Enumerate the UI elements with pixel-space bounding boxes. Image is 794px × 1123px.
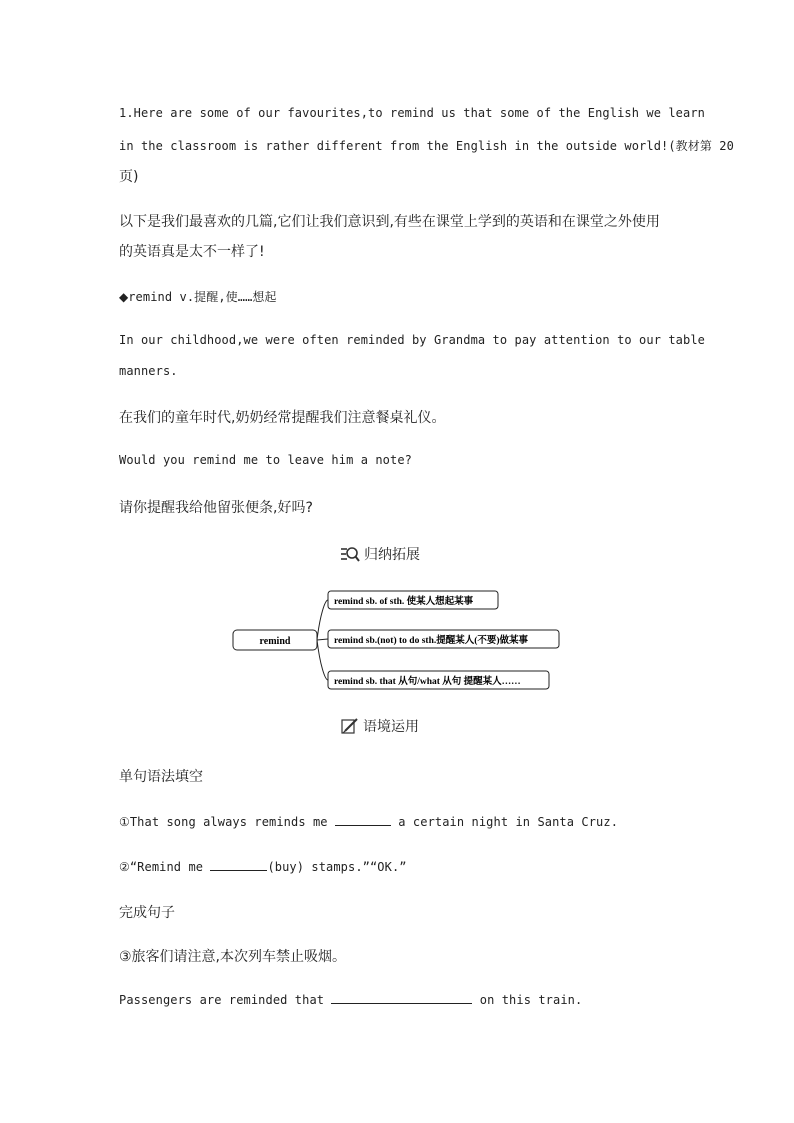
mind-map-branch-2 <box>328 630 559 648</box>
mind-map-root-label: remind <box>259 636 291 647</box>
context-title: 语境运用 <box>363 719 419 735</box>
textbook-sentence-line-3: 页) <box>119 169 139 185</box>
example-1-translation: 在我们的童年时代,奶奶经常提醒我们注意餐桌礼仪。 <box>119 410 446 426</box>
question-1 <box>119 813 618 829</box>
vocab-entry <box>119 286 277 305</box>
magnifier-list-icon <box>340 545 360 563</box>
mind-map-branch-1 <box>328 591 498 609</box>
pencil-icon <box>341 717 359 735</box>
example-1-line-2: manners. <box>119 364 178 378</box>
question-3 <box>119 991 582 1007</box>
translation-line-2: 的英语真是太不一样了! <box>119 244 265 260</box>
textbook-sentence-line-1: 1.Here are some of our favourites,to remind us that some of the English we learn <box>119 106 705 120</box>
question-3-suffix: on this train. <box>472 993 583 1007</box>
example-1-line-1: In our childhood,we were often reminded by Grandma to pay attention to our table <box>119 333 705 347</box>
mind-map-root-node <box>233 630 317 650</box>
complete-sentence-heading: 完成句子 <box>119 905 175 921</box>
summary-heading <box>340 544 420 564</box>
example-2-sentence: Would you remind me to leave him a note? <box>119 453 412 467</box>
bullet-diamond-icon: ◆ <box>119 290 129 304</box>
question-3-blank[interactable] <box>331 991 472 1004</box>
mind-map-branch-1-label: remind sb. of sth. 使某人想起某事 <box>334 597 474 607</box>
question-2-blank[interactable] <box>210 858 267 871</box>
question-1-prefix: ①That song always reminds me <box>119 815 335 829</box>
summary-title: 归纳拓展 <box>364 547 420 563</box>
mind-map-branch-2-label: remind sb.(not) to do sth.提醒某人(不要)做某事 <box>334 636 529 646</box>
example-2-translation: 请你提醒我给他留张便条,好吗? <box>119 500 313 516</box>
question-2-suffix: (buy) stamps.”“OK.” <box>267 860 407 874</box>
question-1-suffix: a certain night in Santa Cruz. <box>390 815 619 829</box>
textbook-sentence-line-2: in the classroom is rather different from the English in the outside world!(教材第 20 <box>119 139 734 153</box>
question-3-translation: ③旅客们请注意,本次列车禁止吸烟。 <box>119 949 347 965</box>
context-heading <box>341 716 419 736</box>
question-2 <box>119 858 407 874</box>
vocab-text: remind v.提醒,使……想起 <box>128 290 277 304</box>
fill-blank-heading: 单句语法填空 <box>119 769 203 785</box>
question-1-blank[interactable] <box>335 813 391 826</box>
remind-mind-map <box>225 585 570 695</box>
mind-map-branch-3 <box>328 671 549 689</box>
translation-line-1: 以下是我们最喜欢的几篇,它们让我们意识到,有些在课堂上学到的英语和在课堂之外使用 <box>119 214 660 230</box>
question-2-prefix: ②“Remind me <box>119 860 211 874</box>
mind-map-branch-3-label: remind sb. that 从句/what 从句 提醒某人…… <box>334 677 521 687</box>
question-3-prefix: Passengers are reminded that <box>119 993 332 1007</box>
